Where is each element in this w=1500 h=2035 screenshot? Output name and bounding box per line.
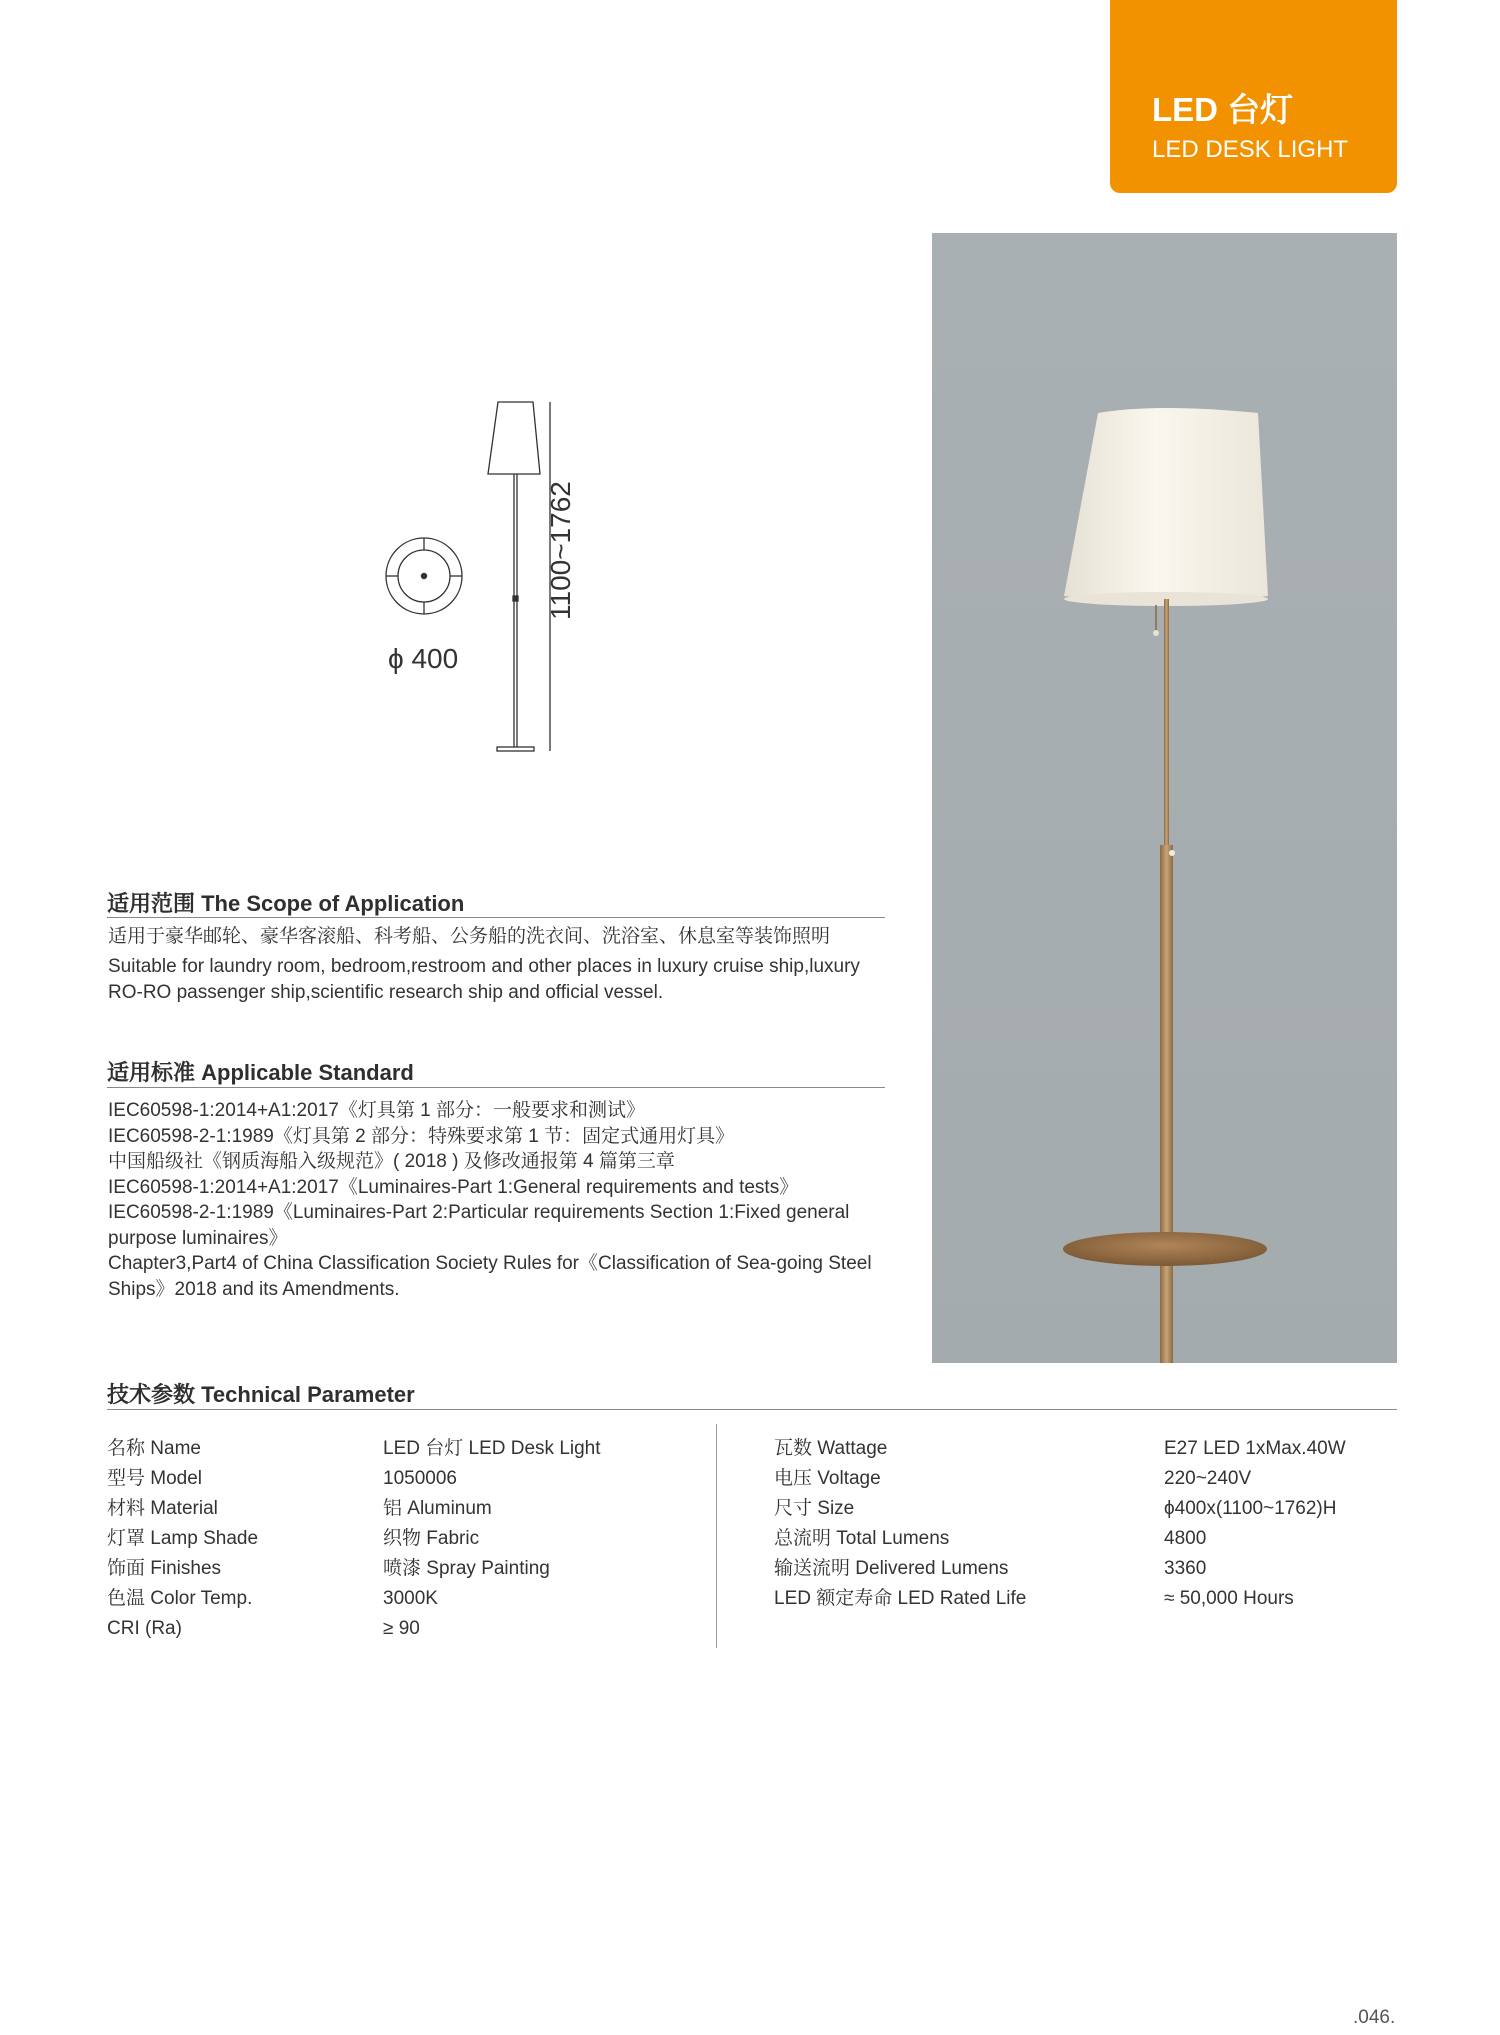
param-value: ϕ400x(1100~1762)H	[1164, 1498, 1337, 1519]
param-value: 织物 Fabric	[383, 1528, 480, 1549]
param-row	[774, 1434, 1346, 1464]
param-row	[107, 1554, 601, 1584]
param-row	[774, 1494, 1346, 1524]
param-value: 4800	[1164, 1528, 1207, 1549]
scope-divider	[107, 917, 885, 918]
param-label: LED 额定寿命 LED Rated Life	[774, 1588, 1027, 1609]
param-value: LED 台灯 LED Desk Light	[383, 1438, 601, 1459]
standard-line: IEC60598-1:2014+A1:2017《Luminaires-Part 1:General requirements and tests》	[108, 1176, 799, 1198]
diameter-dimension: ϕ 400	[388, 643, 459, 674]
standard-line: IEC60598-2-1:1989《Luminaires-Part 2:Particular requirements Section 1:Fixed general purpose luminaires》	[108, 1202, 850, 1249]
standard-line: IEC60598-1:2014+A1:2017《灯具第 1 部分：一般要求和测试》	[108, 1100, 645, 1121]
param-label: 电压 Voltage	[774, 1468, 881, 1489]
param-label: 总流明 Total Lumens	[774, 1528, 950, 1549]
param-row	[107, 1584, 601, 1614]
param-label: 型号 Model	[107, 1468, 203, 1489]
param-row	[107, 1614, 601, 1644]
param-label: 灯罩 Lamp Shade	[107, 1528, 259, 1549]
param-value: 铝 Aluminum	[383, 1498, 492, 1519]
param-value: 220~240V	[1164, 1468, 1252, 1489]
param-row	[774, 1524, 1346, 1554]
param-row	[774, 1584, 1346, 1614]
technical-divider	[107, 1409, 1397, 1410]
param-label: 名称 Name	[107, 1438, 201, 1459]
header-title-cn: LED 台灯	[1152, 91, 1294, 128]
param-value: 3000K	[383, 1588, 438, 1609]
param-value: 喷漆 Spray Painting	[383, 1558, 550, 1579]
params-column-divider	[716, 1424, 717, 1648]
params-left-table	[107, 1434, 601, 1644]
header-tab	[1110, 0, 1397, 193]
param-row	[774, 1464, 1346, 1494]
param-label: 饰面 Finishes	[107, 1558, 222, 1579]
standard-line: 中国船级社《钢质海船入级规范》( 2018 ) 及修改通报第 4 篇第三章	[108, 1151, 675, 1172]
scope-text-en: Suitable for laundry room, bedroom,restroom and other places in luxury cruise ship,luxury RO-RO passenger ship,scientific research ship and official vessel.	[108, 956, 860, 1003]
param-row	[774, 1554, 1346, 1584]
header-title-en: LED DESK LIGHT	[1152, 136, 1349, 163]
param-value: 3360	[1164, 1558, 1207, 1579]
param-value: E27 LED 1xMax.40W	[1164, 1438, 1346, 1459]
param-label: 输送流明 Delivered Lumens	[774, 1558, 1009, 1579]
standard-divider	[107, 1087, 885, 1088]
param-row	[107, 1464, 601, 1494]
product-photo	[932, 233, 1397, 1363]
scope-body	[108, 924, 888, 1006]
param-row	[107, 1434, 601, 1464]
param-value: 1050006	[383, 1468, 457, 1489]
standard-line: IEC60598-2-1:1989《灯具第 2 部分：特殊要求第 1 节：固定式通用灯具》	[108, 1125, 735, 1147]
param-label: 尺寸 Size	[774, 1498, 855, 1519]
scope-heading: 适用范围 The Scope of Application	[107, 891, 465, 916]
technical-heading: 技术参数 Technical Parameter	[107, 1382, 415, 1407]
param-row	[107, 1524, 601, 1554]
params-right-table	[774, 1434, 1346, 1614]
param-label: 瓦数 Wattage	[774, 1438, 888, 1459]
height-dimension: 1100~1762	[545, 481, 576, 620]
standard-list	[108, 1098, 888, 1302]
param-value: ≥ 90	[383, 1618, 420, 1639]
param-label: 材料 Material	[107, 1498, 218, 1519]
technical-drawing	[370, 390, 640, 770]
param-label: CRI (Ra)	[107, 1618, 182, 1639]
scope-text-cn: 适用于豪华邮轮、豪华客滚船、科考船、公务船的洗衣间、洗浴室、休息室等装饰照明	[108, 926, 831, 947]
param-label: 色温 Color Temp.	[107, 1588, 253, 1609]
standard-line: Chapter3,Part4 of China Classification Society Rules for《Classification of Sea-going Steel Ships》2018 and its Amendments.	[108, 1253, 872, 1300]
param-row	[107, 1494, 601, 1524]
page-number: .046.	[1353, 2007, 1396, 2028]
param-value: ≈ 50,000 Hours	[1164, 1588, 1294, 1609]
standard-heading: 适用标准 Applicable Standard	[107, 1060, 414, 1085]
